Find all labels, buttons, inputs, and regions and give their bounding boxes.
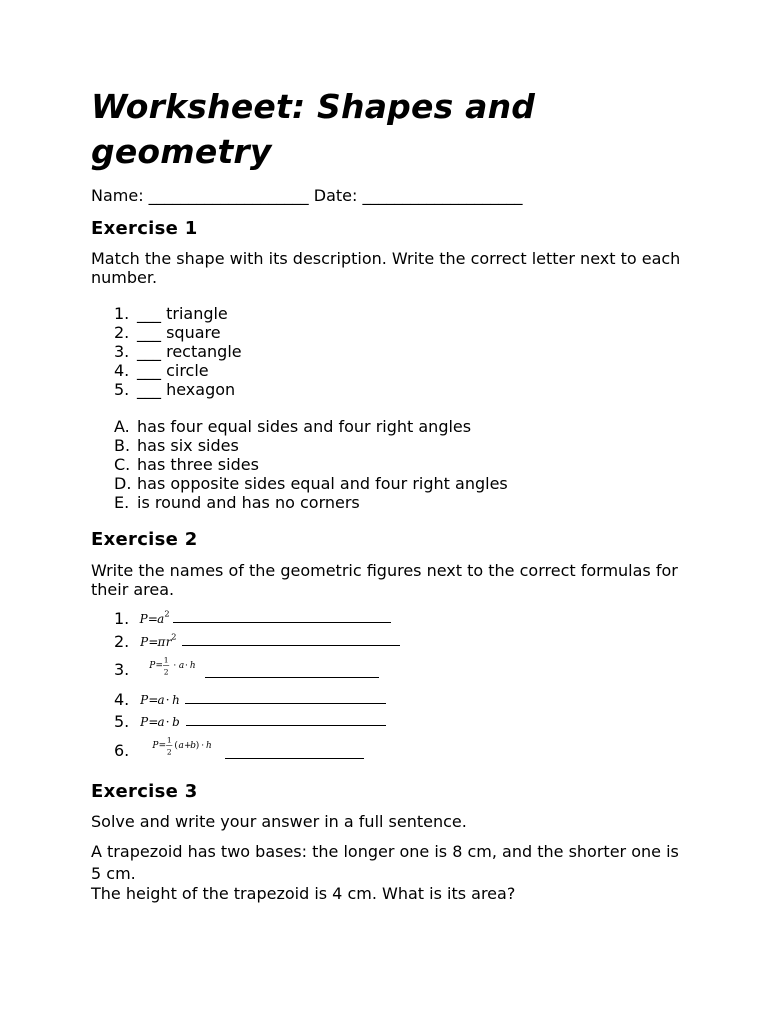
svg-text:b: b	[190, 741, 196, 752]
name-date-line: Name: ____________________ Date: ____________________	[91, 186, 523, 205]
exercise3-instructions: Solve and write your answer in a full sentence.	[91, 812, 467, 831]
svg-text:a: a	[157, 692, 165, 707]
answer-blank[interactable]	[173, 622, 391, 623]
svg-text:=: =	[158, 741, 167, 752]
svg-text:P: P	[140, 634, 149, 649]
list-item: 1. P = a 2	[114, 609, 514, 633]
shape-list	[114, 304, 242, 399]
exercise3-heading: Exercise 3	[91, 781, 198, 802]
svg-text:h: h	[206, 741, 212, 752]
list-item: 4. P = a · h	[114, 690, 514, 714]
svg-text:): )	[195, 741, 200, 752]
description-list	[114, 417, 508, 512]
answer-blank[interactable]	[186, 725, 386, 726]
svg-text:2: 2	[166, 747, 172, 757]
answer-blank[interactable]	[225, 758, 364, 759]
formula-area-circle	[138, 632, 188, 654]
svg-text:=: =	[148, 634, 159, 649]
svg-text:h: h	[189, 661, 196, 672]
list-item: 2. ___ square	[114, 323, 221, 342]
svg-text:+: +	[184, 741, 192, 752]
formula-area-rectangle	[138, 712, 188, 734]
svg-text:P: P	[149, 661, 156, 672]
formula-area-trapezoid	[138, 735, 230, 757]
answer-blank[interactable]	[205, 677, 379, 678]
exercise3-problem-line2: The height of the trapezoid is 4 cm. What is its area?	[91, 884, 516, 903]
exercise1-heading: Exercise 1	[91, 218, 198, 239]
list-item: 3. P = 1 2 · a · h	[114, 655, 514, 687]
svg-text:·: ·	[173, 661, 177, 672]
svg-text:(: (	[174, 741, 178, 752]
svg-text:b: b	[172, 714, 180, 729]
svg-text:r: r	[165, 634, 172, 649]
list-item: D. has opposite sides equal and four right angles	[114, 474, 508, 493]
answer-blank[interactable]	[185, 703, 386, 704]
formula-area-square	[138, 609, 178, 631]
formula-area-parallelogram	[138, 690, 188, 712]
svg-text:2: 2	[171, 632, 177, 642]
svg-text:=: =	[155, 661, 163, 672]
list-item: 5. P = a · b	[114, 712, 514, 736]
answer-blank[interactable]	[182, 645, 400, 646]
svg-text:a: a	[157, 714, 165, 729]
svg-text:=: =	[148, 714, 159, 729]
list-item: 3. ___ rectangle	[114, 342, 242, 361]
svg-text:2: 2	[163, 667, 169, 677]
svg-text:P: P	[152, 741, 159, 752]
list-item: 5. ___ hexagon	[114, 380, 236, 399]
exercise1-instructions: Match the shape with its description. Write the correct letter next to each number.	[91, 249, 681, 287]
list-item: B. has six sides	[114, 436, 239, 455]
svg-text:2: 2	[164, 609, 170, 619]
svg-text:1: 1	[163, 655, 169, 665]
list-item: 6. P = 1 2 ( a + b ) · h	[114, 735, 514, 767]
svg-text:P: P	[140, 692, 149, 707]
svg-text:h: h	[172, 692, 180, 707]
svg-text:=: =	[147, 611, 158, 626]
svg-text:a: a	[178, 741, 184, 752]
page-title: Worksheet: Shapes and geometry	[91, 87, 536, 171]
list-item: 4. ___ circle	[114, 361, 209, 380]
exercise2-instructions: Write the names of the geometric figures next to the correct formulas for their area.	[91, 561, 678, 599]
svg-text:·: ·	[201, 741, 205, 752]
svg-text:·: ·	[165, 692, 170, 707]
svg-text:=: =	[148, 692, 159, 707]
list-item: E. is round and has no corners	[114, 493, 360, 512]
svg-text:a: a	[157, 611, 165, 626]
list-item: A. has four equal sides and four right angles	[114, 417, 472, 436]
formula-area-triangle	[138, 655, 210, 677]
list-item: C. has three sides	[114, 455, 259, 474]
svg-text:π: π	[157, 634, 166, 649]
list-item: 2. P = π r 2	[114, 632, 514, 656]
exercise2-heading: Exercise 2	[91, 529, 198, 550]
svg-text:·: ·	[185, 661, 188, 672]
svg-text:1: 1	[166, 735, 172, 745]
svg-text:·: ·	[165, 714, 170, 729]
svg-text:P: P	[140, 714, 149, 729]
svg-text:a: a	[178, 661, 185, 672]
svg-text:P: P	[139, 611, 148, 626]
list-item: 1. ___ triangle	[114, 304, 228, 323]
exercise3-problem-line1: A trapezoid has two bases: the longer one is 8 cm, and the shorter one is 5 cm.	[91, 842, 679, 883]
